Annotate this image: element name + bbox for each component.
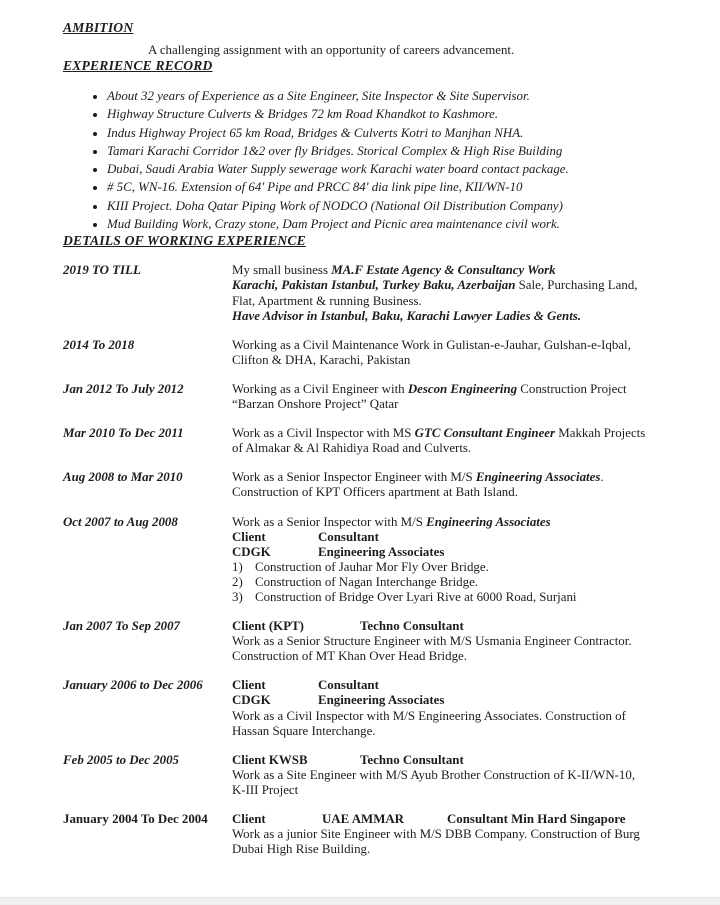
entry-line [232, 515, 695, 530]
text-segment: Makkah Projects [555, 426, 646, 441]
text-segment: Work as a Senior Inspector Engineer with M/S [232, 470, 476, 485]
entry-description [232, 619, 695, 664]
text-segment: Techno Consultant [360, 752, 464, 767]
experience-entries [63, 263, 695, 857]
entry-line [232, 294, 695, 309]
entry-line [232, 470, 695, 485]
text-segment: MA.F Estate Agency & Consultancy Work [331, 263, 556, 278]
experience-entry [63, 812, 695, 857]
text-segment: Dubai High Rise Building. [232, 842, 371, 857]
entry-period: Mar 2010 To Dec 2011 [63, 426, 184, 441]
text-segment: of Almakar & Al Rahidiya Road and Culverts. [232, 441, 472, 456]
entry-line [232, 812, 695, 827]
text-segment: Construction of Bridge Over Lyari Rive at 6000 Road, Surjani [255, 589, 577, 604]
entry-line [232, 619, 695, 634]
text-segment: Flat, Apartment & running Business. [232, 293, 422, 308]
text-segment: Hassan Square Interchange. [232, 723, 376, 738]
entry-line [232, 753, 695, 768]
entry-line [232, 693, 695, 708]
entry-line [232, 649, 695, 664]
entry-description [232, 426, 695, 456]
experience-bullet: • KIII Project. Doha Qatar Piping Work of NODCO (National Oil Distribution Company) [107, 197, 695, 215]
text-segment: CDGK [232, 544, 271, 559]
entry-line [232, 709, 695, 724]
text-segment: Client [232, 678, 266, 693]
text-segment: 1) [232, 559, 243, 574]
text-segment: Engineering Associates [318, 693, 445, 708]
experience-bullet: • Dubai, Saudi Arabia Water Supply sewerage work Karachi water board contact package. [107, 160, 695, 178]
text-segment: Client [232, 812, 266, 826]
text-segment: Working as a Civil Maintenance Work in Gulistan-e-Jauhar, Gulshan-e-Iqbal, [232, 337, 631, 352]
entry-line [232, 678, 695, 693]
entry-description [232, 470, 695, 500]
text-segment: Work as a Site Engineer with M/S Ayub Brother Construction of K-II/WN-10, [232, 767, 636, 782]
experience-entry [63, 678, 695, 738]
text-segment: Techno Consultant [360, 619, 464, 634]
entry-line [232, 441, 695, 456]
entry-period: January 2004 To Dec 2004 [63, 812, 208, 826]
text-segment: Client (KPT) [232, 619, 304, 634]
ambition-text: A challenging assignment with an opportunity of careers advancement. [148, 43, 515, 57]
text-segment: Have Advisor in Istanbul, Baku, Karachi Lawyer Ladies & Gents. [232, 308, 582, 323]
text-segment: Client [232, 529, 266, 544]
text-segment: Work as a Senior Inspector with M/S [232, 514, 427, 529]
entry-line [232, 634, 695, 649]
text-segment: Construction of KPT Officers apartment at Bath Island. [232, 485, 518, 500]
entry-line [232, 575, 695, 590]
entry-period: Oct 2007 to Aug 2008 [63, 514, 178, 529]
text-segment: Consultant [318, 678, 379, 693]
text-segment: Work as a Senior Structure Engineer with M/S Usmania Engineer Contractor. [232, 634, 632, 649]
entry-description [232, 753, 695, 798]
entry-line [232, 309, 695, 324]
entry-line [232, 530, 695, 545]
text-segment: Construction Project [517, 381, 627, 396]
text-segment: Engineering Associates [318, 544, 445, 559]
entry-line [232, 426, 695, 441]
text-segment: UAE AMMAR [322, 812, 404, 826]
text-segment: . [600, 470, 604, 485]
entry-period: Aug 2008 to Mar 2010 [63, 470, 183, 485]
text-segment: Consultant Min Hard Singapore [447, 812, 626, 826]
text-segment: Client KWSB [232, 752, 308, 767]
text-segment: K-III Project [232, 782, 299, 797]
entry-line [232, 545, 695, 560]
text-segment: GTC Consultant Engineer [414, 426, 556, 441]
entry-line [232, 353, 695, 368]
entry-description [232, 382, 695, 412]
page-bottom-edge [0, 897, 720, 905]
entry-line [232, 560, 695, 575]
entry-line [232, 397, 695, 412]
experience-bullet: • Indus Highway Project 65 km Road, Bridges & Culverts Kotri to Manjhan NHA. [107, 124, 695, 142]
entry-description [232, 678, 695, 738]
entry-line [232, 783, 695, 798]
experience-bullet: • # 5C, WN-16. Extension of 64' Pipe and PRCC 84' dia link pipe line, KII/WN-10 [107, 178, 695, 196]
text-segment: Sale, Purchasing Land, [518, 278, 638, 293]
entry-line [232, 278, 695, 293]
entry-line [232, 842, 695, 857]
ambition-heading: AMBITION [63, 20, 134, 35]
entry-line [232, 485, 695, 500]
text-segment: Descon Engineering [407, 381, 518, 396]
experience-entry [63, 619, 695, 664]
entry-line [232, 768, 695, 783]
entry-period: 2019 TO TILL [63, 263, 141, 278]
entry-period: 2014 To 2018 [63, 337, 135, 352]
text-segment: “Barzan Onshore Project” Qatar [232, 397, 399, 412]
experience-entry [63, 338, 695, 368]
experience-entry [63, 426, 695, 456]
experience-bullet: • Mud Building Work, Crazy stone, Dam Project and Picnic area maintenance civil work. [107, 215, 695, 233]
text-segment: 3) [232, 589, 243, 604]
entry-description [232, 515, 695, 606]
details-heading: DETAILS OF WORKING EXPERIENCE [63, 233, 306, 249]
entry-line [232, 382, 695, 397]
experience-entry [63, 470, 695, 500]
text-segment: CDGK [232, 693, 271, 708]
text-segment: Working as a Civil Engineer with [232, 381, 408, 396]
entry-description [232, 338, 695, 368]
text-segment: My small business [232, 263, 332, 278]
experience-bullet: • Tamari Karachi Corridor 1&2 over fly Bridges. Storical Complex & High Rise Building [107, 142, 695, 160]
entry-period: January 2006 to Dec 2006 [63, 678, 203, 693]
text-segment: Work as a junior Site Engineer with M/S DBB Company. Construction of Burg [232, 827, 640, 842]
entry-description [232, 812, 695, 857]
entry-period: Feb 2005 to Dec 2005 [63, 752, 179, 767]
entry-period: Jan 2007 To Sep 2007 [63, 619, 180, 634]
experience-entry [63, 382, 695, 412]
text-segment: Construction of Jauhar Mor Fly Over Bridge. [255, 559, 489, 574]
experience-bullet: • Highway Structure Culverts & Bridges 72 km Road Khandkot to Kashmore. [107, 105, 695, 123]
experience-entry [63, 753, 695, 798]
experience-entry [63, 515, 695, 606]
text-segment: Karachi, Pakistan Istanbul, Turkey Baku, Azerbaijan [232, 278, 519, 293]
experience-bullet: • About 32 years of Experience as a Site Engineer, Site Inspector & Site Supervisor. [107, 87, 695, 105]
text-segment: Engineering Associates [426, 514, 551, 529]
text-segment: Work as a Civil Inspector with MS [232, 426, 415, 441]
text-segment: Engineering Associates [475, 470, 601, 485]
entry-line [232, 590, 695, 605]
entry-line [232, 338, 695, 353]
experience-bullet-list [63, 87, 695, 233]
text-segment: Consultant [318, 529, 379, 544]
entry-line [232, 827, 695, 842]
entry-line [232, 724, 695, 739]
text-segment: 2) [232, 574, 243, 589]
experience-entry [63, 263, 695, 323]
entry-description [232, 263, 695, 323]
text-segment: Construction of MT Khan Over Head Bridge. [232, 649, 467, 664]
text-segment: Work as a Civil Inspector with M/S Engineering Associates. Construction of [232, 708, 626, 723]
entry-period: Jan 2012 To July 2012 [63, 381, 184, 396]
experience-record-heading: EXPERIENCE RECORD [63, 58, 213, 73]
entry-line [232, 263, 695, 278]
text-segment: Construction of Nagan Interchange Bridge. [255, 574, 479, 589]
text-segment: Clifton & DHA, Karachi, Pakistan [232, 352, 411, 367]
